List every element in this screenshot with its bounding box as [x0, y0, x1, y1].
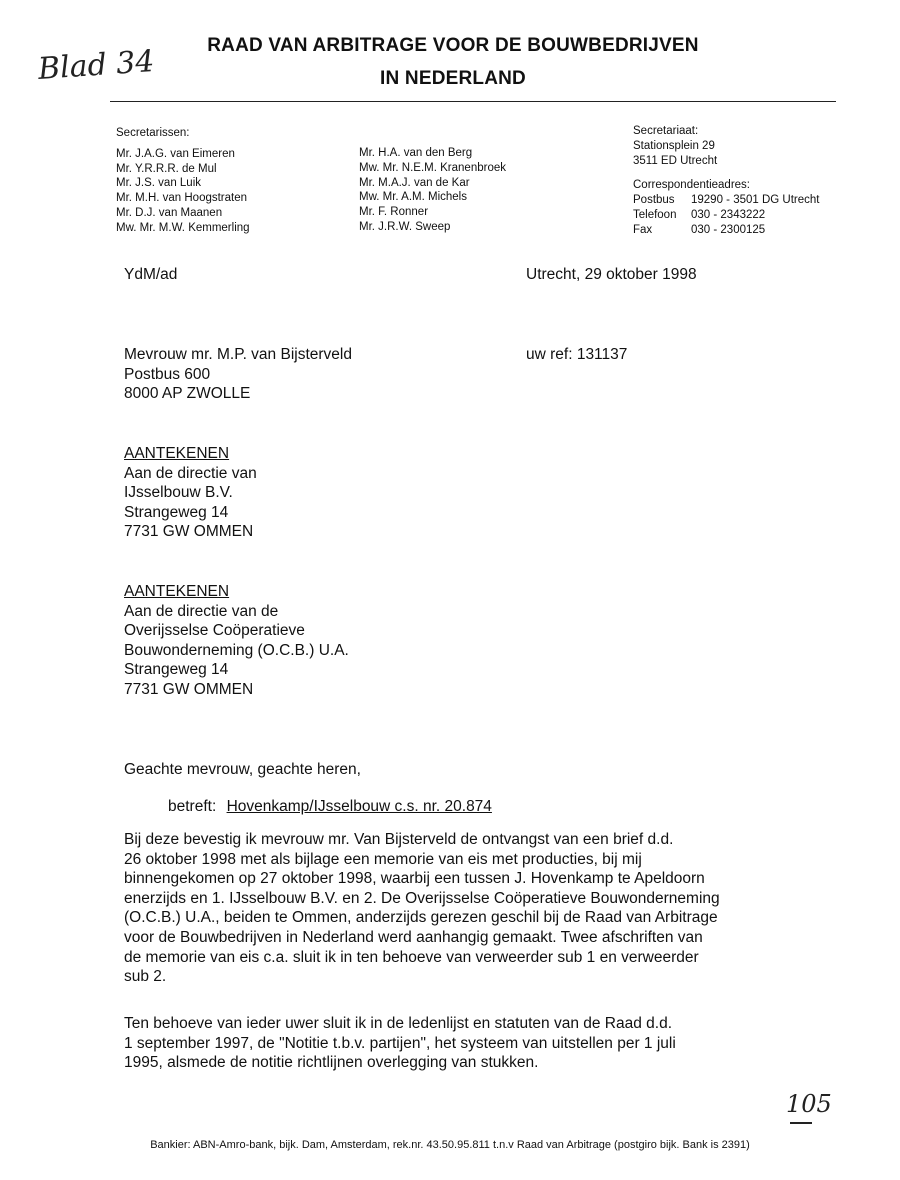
recipient-address — [124, 345, 352, 404]
postbus-label: Postbus — [633, 194, 675, 207]
phone-label: Telefoon — [633, 208, 677, 221]
secretary-name: Mr. J.A.G. van Eimeren — [116, 147, 235, 160]
secretary-name: Mr. H.A. van den Berg — [359, 147, 473, 159]
paragraph-line: de memorie van eis c.a. sluit ik in ten behoeve van verweerder sub 1 en verweerder — [124, 948, 699, 966]
secretary-name: Mr. D.J. van Maanen — [116, 206, 223, 219]
recipient-line: 8000 AP ZWOLLE — [124, 385, 251, 403]
correspondence-label: Correspondentieadres: — [633, 179, 750, 192]
paragraph-line: sub 2. — [124, 968, 167, 986]
letterhead-title-line2: IN NEDERLAND — [380, 68, 526, 89]
address-line: Strangeweg 14 — [124, 503, 229, 521]
letter-reference: YdM/ad — [124, 266, 178, 283]
secretary-name: Mr. M.A.J. van de Kar — [359, 176, 470, 189]
postbus-line — [633, 193, 820, 208]
place-date: Utrecht, 29 oktober 1998 — [526, 266, 697, 283]
secretary-name: Mw. Mr. N.E.M. Kranenbroek — [359, 161, 506, 174]
body-paragraph-2 — [124, 1014, 824, 1073]
address-ijsselbouw — [124, 444, 257, 542]
your-reference: uw ref: 131137 — [526, 346, 628, 363]
subject-label: betreft: — [168, 798, 217, 815]
paragraph-line: 26 oktober 1998 met als bijlage een memorie van eis met producties, bij mij — [124, 850, 642, 868]
handwritten-page-note: Blad 34 — [36, 43, 156, 88]
secretaries-column2 — [359, 146, 506, 235]
secretaries-block — [116, 126, 250, 236]
header-rule — [110, 101, 836, 102]
secretariat-block — [633, 124, 820, 238]
paragraph-line: Bij deze bevestig ik mevrouw mr. Van Bijsterveld de ontvangst van een brief d.d. — [124, 831, 674, 848]
bank-footer: Bankier: ABN-Amro-bank, bijk. Dam, Amsterdam, rek.nr. 43.50.95.811 t.n.v Raad van Arbitrage (postgiro bijk. Bank is 2391) — [150, 1139, 750, 1151]
paragraph-line: enerzijds en 1. IJsselbouw B.V. en 2. De Overijsselse Coöperatieve Bouwonderneming — [124, 889, 720, 907]
paragraph-line: binnengekomen op 27 oktober 1998, waarbij een tussen J. Hovenkamp te Apeldoorn — [124, 870, 705, 888]
address-line: 7731 GW OMMEN — [124, 523, 254, 541]
paragraph-line: 1 september 1997, de "Notitie t.b.v. partijen", het systeem van uitstellen per 1 juli — [124, 1034, 676, 1052]
registered-mail-label: AANTEKENEN — [124, 583, 230, 600]
letterhead-title-line1: RAAD VAN ARBITRAGE VOOR DE BOUWBEDRIJVEN — [207, 35, 699, 56]
paragraph-line: Ten behoeve van ieder uwer sluit ik in de ledenlijst en statuten van de Raad d.d. — [124, 1015, 673, 1032]
body-paragraph-1 — [124, 830, 824, 987]
handwritten-page-number: 105 — [786, 1090, 832, 1118]
address-line: Overijsselse Coöperatieve — [124, 622, 305, 640]
paragraph-line: voor de Bouwbedrijven in Nederland werd aanhangig gemaakt. Twee afschriften van — [124, 928, 703, 946]
address-line: Aan de directie van — [124, 464, 257, 482]
fax-line — [633, 223, 820, 238]
secretariat-city: 3511 ED Utrecht — [633, 154, 718, 167]
fax-value: 030 - 2300125 — [691, 223, 766, 236]
paragraph-line: (O.C.B.) U.A., beiden te Ommen, anderzijds gerezen geschil bij de Raad van Arbitrage — [124, 909, 718, 927]
recipient-line: Mevrouw mr. M.P. van Bijsterveld — [124, 346, 352, 363]
secretary-name: Mw. Mr. A.M. Michels — [359, 191, 467, 204]
fax-label: Fax — [633, 223, 653, 236]
recipient-line: Postbus 600 — [124, 365, 211, 383]
secretaries-label: Secretarissen: — [116, 127, 190, 139]
postbus-value: 19290 - 3501 DG Utrecht — [691, 194, 820, 207]
address-line: Bouwonderneming (O.C.B.) U.A. — [124, 641, 349, 659]
page-number-underline — [790, 1122, 812, 1124]
secretary-name: Mr. J.R.W. Sweep — [359, 220, 451, 233]
phone-value: 030 - 2343222 — [691, 208, 766, 221]
secretary-name: Mr. F. Ronner — [359, 206, 429, 219]
paragraph-line: 1995, alsmede de notitie richtlijnen overlegging van stukken. — [124, 1054, 539, 1072]
secretary-name: Mr. M.H. van Hoogstraten — [116, 192, 248, 205]
address-line: 7731 GW OMMEN — [124, 680, 254, 698]
secretariat-street: Stationsplein 29 — [633, 139, 715, 152]
address-ocb — [124, 582, 349, 700]
secretary-name: Mr. Y.R.R.R. de Mul — [116, 162, 217, 175]
address-line: Strangeweg 14 — [124, 661, 229, 679]
address-line: IJsselbouw B.V. — [124, 484, 233, 502]
phone-line — [633, 208, 820, 223]
secretary-name: Mr. J.S. van Luik — [116, 177, 202, 190]
salutation: Geachte mevrouw, geachte heren, — [124, 761, 361, 778]
secretary-name: Mw. Mr. M.W. Kemmerling — [116, 221, 250, 234]
subject-text: Hovenkamp/IJsselbouw c.s. nr. 20.874 — [226, 798, 492, 815]
subject-line — [168, 797, 492, 817]
secretariat-label: Secretariaat: — [633, 125, 699, 137]
address-line: Aan de directie van de — [124, 602, 279, 620]
registered-mail-label: AANTEKENEN — [124, 445, 230, 462]
